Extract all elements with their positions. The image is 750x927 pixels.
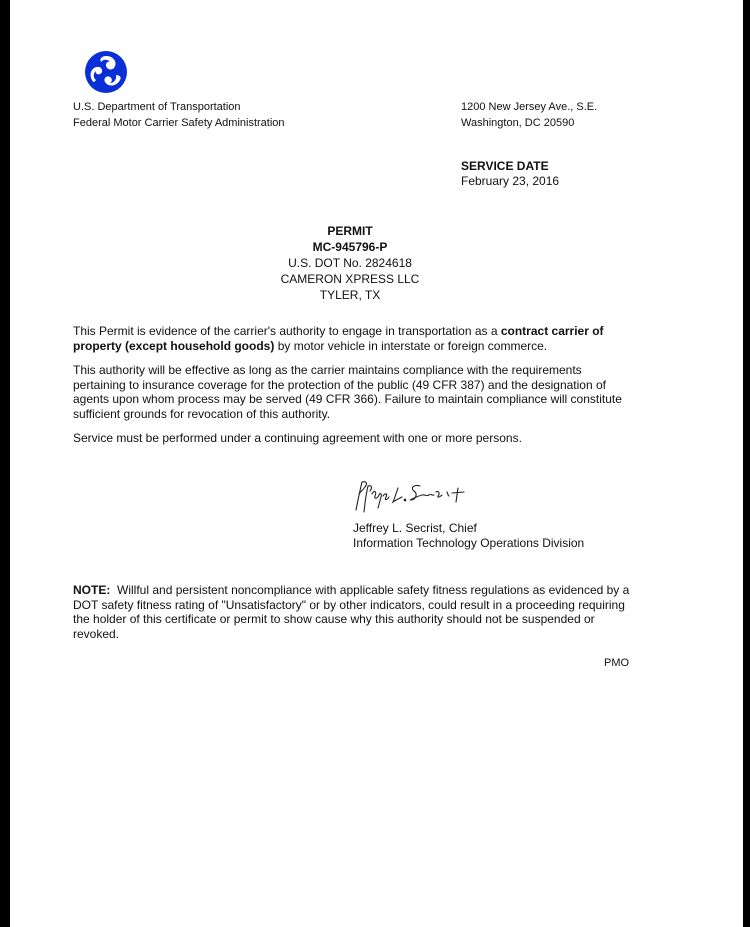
note-paragraph [73,583,641,642]
paragraph-agreement: Service must be performed under a continuing agreement with one or more persons. [73,431,522,445]
service-date: February 23, 2016 [461,174,560,188]
agency-line-1: U.S. Department of Transportation [73,101,241,113]
carrier-type: contract carrier of property (except household goods) [73,324,604,353]
signer-division: Information Technology Operations Division [353,536,585,550]
company-name: CAMERON XPRESS LLC [280,272,420,286]
dot-logo-icon [84,50,128,94]
company-location: TYLER, TX [319,288,381,302]
footer-code: PMO [604,657,630,669]
paragraph-compliance: This authority will be effective as long as the carrier maintains compliance with the requirements pertaining to insurance coverage for the protection of the public (49 CFR 387) and the designation of agents upon whom process may be served (49 CFR 366). Failure to maintain compliance will constitute sufficient grounds for revocation of this authority. [73,363,622,422]
dot-number: U.S. DOT No. 2824618 [288,256,412,270]
signer-name: Jeffrey L. Secrist, Chief [353,521,477,535]
paragraph-authority [73,324,633,353]
handwritten-signature [352,478,482,514]
document-page [10,0,743,927]
note-text: Willful and persistent noncompliance with applicable safety fitness regulations as evidenced by a DOT safety fitness rating of "Unsatisfactory" or by other indicators, could result in a proceeding requiring the holder of this certificate or permit to show cause why this authority should not be suspended or revoked. [73,583,630,642]
note-label: NOTE: [73,583,111,597]
permit-title: PERMIT [327,224,373,238]
service-date-label: SERVICE DATE [461,159,549,173]
agency-line-2: Federal Motor Carrier Safety Administration [73,117,285,129]
address-line-2: Washington, DC 20590 [461,117,575,129]
paragraph-authority-pre: This Permit is evidence of the carrier's authority to engage in transportation as a [73,324,501,338]
paragraph-authority-post: by motor vehicle in interstate or foreign commerce. [274,338,548,353]
address-line-1: 1200 New Jersey Ave., S.E. [461,101,598,113]
permit-number: MC-945796-P [312,240,388,254]
permit-block [200,224,500,303]
